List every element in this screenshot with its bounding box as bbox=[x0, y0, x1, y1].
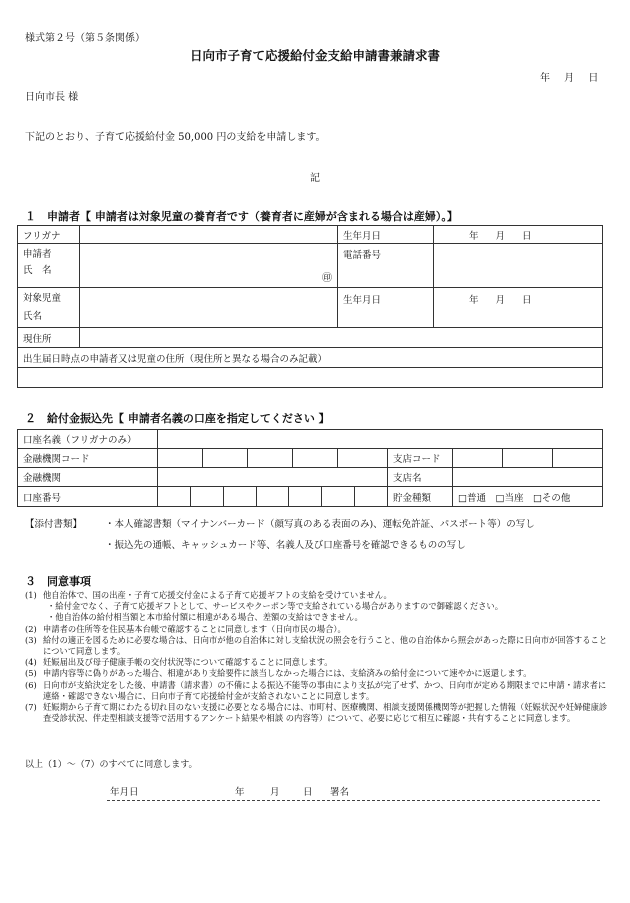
attachment-item: ・振込先の通帳、キャッシュカード等、名義人及び口座番号を確認できるものの写し bbox=[105, 540, 466, 551]
consent-list bbox=[25, 590, 610, 724]
consent-item: (7) 妊娠期から子育て期にわたる切れ目のない支援に必要となる場合には、市町村、医療機関、相談支援関係機関等が把握した情報（妊娠状況や妊婦健康診査受診状況、伴走型相談支援等で活用するアンケート結果や相談 の内容等）について、必要に応じて相互に確認・共有することに同意します。 bbox=[25, 702, 608, 724]
agree-statement: 以上（1）～（7）のすべてに同意します。 bbox=[25, 760, 198, 770]
branch-input[interactable] bbox=[453, 468, 603, 487]
consent-item: (1) 他自治体で、国の出産・子育て応援交付金による子育て応援ギフトの支給を受けていません。 bbox=[25, 590, 392, 600]
consent-item: (4) 妊娠届出及び母子健康手帳の交付状況等について確認することに同意します。 bbox=[25, 657, 333, 668]
account-digit[interactable] bbox=[289, 487, 322, 506]
account-number-label: 口座番号 bbox=[18, 487, 158, 507]
account-digit[interactable] bbox=[257, 487, 290, 506]
form-number: 様式第２号（第５条関係） bbox=[25, 33, 145, 44]
bank-code-digit[interactable] bbox=[248, 449, 293, 468]
bank-code-digit[interactable] bbox=[293, 449, 338, 468]
deposit-type-label: 貯金種類 bbox=[388, 487, 453, 507]
consent-item: (6) 日向市が支給決定をした後、申請書（請求書）の不備による振込不能等の事由により支払が完了せず、かつ、日向市が定める期限までに申請・請求者に連絡・確認できない場合に、日向市子育て応援給付金が支給されないことに同意します。 bbox=[25, 679, 607, 701]
section3-heading: ３ 同意事項 bbox=[25, 575, 91, 588]
bank-code-digit[interactable] bbox=[203, 449, 248, 468]
account-digit[interactable] bbox=[158, 487, 191, 506]
deposit-type-options[interactable]: □普通 □当座 □その他 bbox=[453, 487, 603, 507]
address-input[interactable] bbox=[80, 328, 603, 348]
account-digit[interactable] bbox=[322, 487, 355, 506]
applicant-name-input[interactable] bbox=[80, 244, 338, 288]
applicant-name-label: 申請者 氏 名 bbox=[18, 244, 80, 288]
signature-day: 日 bbox=[303, 787, 313, 798]
account-name-label: 口座名義（フリガナのみ） bbox=[18, 430, 158, 449]
applicant-table bbox=[17, 225, 603, 388]
consent-subitem: ・給付金でなく、子育て応援ギフトとして、サービスやクーポン等で支給されている場合がありますので御確認ください。 bbox=[47, 601, 504, 612]
addressee: 日向市長 様 bbox=[25, 92, 79, 103]
signature-date-label: 年月日 bbox=[110, 787, 139, 798]
consent-item: (5) 申請内容等に偽りがあった場合、相違があり支給要件に該当しなかった場合には、支給済みの給付金について速やかに返還します。 bbox=[25, 668, 532, 679]
child-name-label: 対象児童 氏名 bbox=[18, 288, 80, 328]
attachment-item: ・本人確認書類（マイナンバーカード（顔写真のある表面のみ)、運転免許証、パスポート等）の写し bbox=[105, 519, 535, 530]
section1-heading: １ 申請者【 申請者は対象児童の養育者です（養育者に産婦が含まれる場合は産婦）。】 bbox=[25, 210, 458, 223]
birth-address-input[interactable] bbox=[18, 368, 603, 388]
child-dob-label: 生年月日 bbox=[338, 288, 434, 328]
date-line[interactable]: 年 月 日 bbox=[540, 73, 599, 84]
section2-heading: ２ 給付金振込先【 申請者名義の口座を指定してください 】 bbox=[25, 412, 330, 425]
consent-subitem: ・他自治体の給付相当額と本市給付額に相違がある場合、差額の支給はできません。 bbox=[47, 612, 363, 623]
child-dob-input[interactable]: 年 月 日 bbox=[434, 288, 603, 328]
consent-item: (2) 申請者の住所等を住民基本台帳で確認することに同意します（日向市民の場合）。 bbox=[25, 623, 346, 634]
dob-label: 生年月日 bbox=[338, 226, 434, 244]
applicant-dob-input[interactable]: 年 月 日 bbox=[434, 226, 603, 244]
bank-code-spacer bbox=[338, 449, 388, 468]
bank-label: 金融機関 bbox=[18, 468, 158, 487]
phone-input[interactable] bbox=[434, 244, 603, 288]
attachments-label: 【添付書類】 bbox=[25, 519, 83, 530]
seal-mark: ㊞ bbox=[322, 273, 332, 284]
address-label: 現住所 bbox=[18, 328, 80, 348]
branch-code-digit[interactable] bbox=[453, 449, 503, 468]
account-digit[interactable] bbox=[191, 487, 224, 506]
bank-table bbox=[17, 429, 603, 507]
branch-label: 支店名 bbox=[388, 468, 453, 487]
branch-code-digit[interactable] bbox=[503, 449, 553, 468]
page-title: 日向市子育て応援給付金支給申請書兼請求書 bbox=[189, 48, 440, 63]
phone-label: 電話番号 bbox=[338, 244, 434, 288]
ki-mark: 記 bbox=[310, 173, 320, 184]
branch-code-label: 支店コード bbox=[388, 449, 453, 468]
furigana-label: フリガナ bbox=[18, 226, 80, 244]
signature-label: 署名 bbox=[330, 787, 350, 798]
signature-month: 月 bbox=[270, 787, 280, 798]
account-digit[interactable] bbox=[355, 487, 387, 506]
account-digit[interactable] bbox=[224, 487, 257, 506]
signature-line[interactable] bbox=[107, 800, 600, 801]
birth-address-label: 出生届日時点の申請者又は児童の住所（現住所と異なる場合のみ記載） bbox=[18, 348, 603, 368]
signature-year: 年 bbox=[235, 787, 245, 798]
request-statement: 下記のとおり、子育て応援給付金 50,000 円の支給を申請します。 bbox=[25, 132, 326, 143]
bank-input[interactable] bbox=[158, 468, 388, 487]
bank-code-digit[interactable] bbox=[158, 449, 203, 468]
account-number-input[interactable] bbox=[158, 487, 388, 507]
account-name-input[interactable] bbox=[158, 430, 603, 449]
consent-item: (3) 給付の適正を図るために必要な場合は、日向市が他の自治体に対し支給状況の照会を行うこと、他の自治体から照会があった際に日向市が回答することについて同意します。 bbox=[25, 634, 608, 657]
bank-code-label: 金融機関コード bbox=[18, 449, 158, 468]
furigana-input[interactable] bbox=[80, 226, 338, 244]
child-name-input[interactable] bbox=[80, 288, 338, 328]
branch-code-digit[interactable] bbox=[553, 449, 603, 468]
